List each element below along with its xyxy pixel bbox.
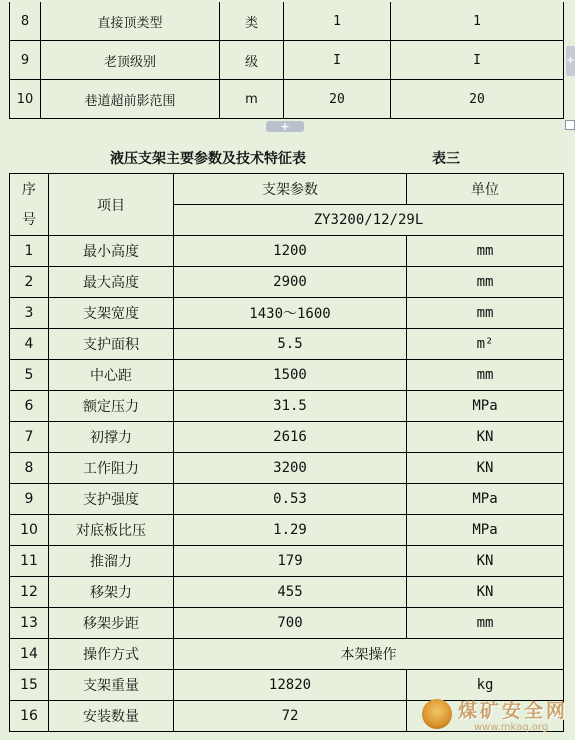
value-cell: 1200	[174, 236, 407, 267]
item-cell: 工作阻力	[49, 453, 174, 484]
item-cell: 巷道超前影范围	[41, 80, 220, 119]
unit-cell: KN	[407, 453, 564, 484]
table-row	[10, 329, 564, 360]
unit-cell: KN	[407, 577, 564, 608]
table-row	[10, 608, 564, 639]
unit-cell: KN	[407, 422, 564, 453]
table-row	[10, 422, 564, 453]
unit-cell: mm	[407, 236, 564, 267]
unit-cell: KN	[407, 546, 564, 577]
value-cell: 1430～1600	[174, 298, 407, 329]
row-number-cell: 13	[10, 608, 49, 639]
support-parameter-table	[9, 173, 564, 732]
seq-header-top: 序	[22, 181, 36, 198]
row-number-cell: 1	[10, 236, 49, 267]
item-cell: 额定压力	[49, 391, 174, 422]
value-cell: 455	[174, 577, 407, 608]
table-row	[10, 236, 564, 267]
value-cell: I	[284, 41, 391, 80]
add-row-button[interactable]: +	[266, 121, 304, 132]
row-number-cell: 9	[10, 41, 41, 80]
unit-cell: kg	[407, 670, 564, 701]
value-cell: 2616	[174, 422, 407, 453]
item-cell: 操作方式	[49, 639, 174, 670]
unit-cell: mm	[407, 608, 564, 639]
row-number-cell: 11	[10, 546, 49, 577]
add-column-button[interactable]: +	[566, 46, 575, 76]
item-cell: 最小高度	[49, 236, 174, 267]
site-watermark	[420, 694, 570, 738]
mountain-logo-icon	[422, 699, 452, 729]
unit-cell: m	[220, 80, 284, 119]
row-number-cell: 2	[10, 267, 49, 298]
unit-cell: MPa	[407, 515, 564, 546]
row-number-cell: 12	[10, 577, 49, 608]
table-row	[10, 515, 564, 546]
table-row	[10, 391, 564, 422]
item-cell: 移架力	[49, 577, 174, 608]
row-number-cell: 5	[10, 360, 49, 391]
top-parameter-table	[9, 2, 564, 119]
table-row	[10, 360, 564, 391]
row-number-cell: 3	[10, 298, 49, 329]
table-resize-handle[interactable]	[565, 120, 575, 130]
item-cell: 支护强度	[49, 484, 174, 515]
value-cell: 0.53	[174, 484, 407, 515]
value-cell: 3200	[174, 453, 407, 484]
table-row	[10, 453, 564, 484]
item-cell: 移架步距	[49, 608, 174, 639]
unit-cell: mm	[407, 360, 564, 391]
item-cell: 支架宽度	[49, 298, 174, 329]
value-cell: I	[391, 41, 564, 80]
value-cell: 1	[391, 2, 564, 41]
seq-header	[10, 174, 49, 236]
row-number-cell: 15	[10, 670, 49, 701]
unit-cell: mm	[407, 298, 564, 329]
table-row	[10, 298, 564, 329]
row-number-cell: 7	[10, 422, 49, 453]
table-row	[10, 41, 564, 80]
table-row	[10, 639, 564, 670]
value-cell: 179	[174, 546, 407, 577]
model-cell: ZY3200/12/29L	[174, 205, 564, 236]
value-cell: 12820	[174, 670, 407, 701]
watermark-url: www.mkaq.org	[474, 722, 549, 733]
unit-cell: mm	[407, 267, 564, 298]
watermark-text: 煤矿安全网	[458, 700, 569, 722]
value-cell: 1	[284, 2, 391, 41]
item-cell: 推溜力	[49, 546, 174, 577]
table-caption	[0, 148, 575, 170]
table-row	[10, 2, 564, 41]
unit-cell: 类	[220, 2, 284, 41]
unit-cell: MPa	[407, 484, 564, 515]
unit-cell: MPa	[407, 391, 564, 422]
unit-cell: m²	[407, 329, 564, 360]
row-number-cell: 6	[10, 391, 49, 422]
value-cell: 700	[174, 608, 407, 639]
unit-cell: 级	[220, 41, 284, 80]
value-cell: 1500	[174, 360, 407, 391]
row-number-cell: 14	[10, 639, 49, 670]
params-header: 支架参数	[174, 174, 407, 205]
item-cell: 对底板比压	[49, 515, 174, 546]
value-cell: 20	[284, 80, 391, 119]
table-row	[10, 546, 564, 577]
row-number-cell: 10	[10, 80, 41, 119]
item-cell: 老顶级别	[41, 41, 220, 80]
value-cell: 1.29	[174, 515, 407, 546]
row-number-cell: 10	[10, 515, 49, 546]
item-cell: 支护面积	[49, 329, 174, 360]
row-number-cell: 16	[10, 701, 49, 732]
table-number: 表三	[432, 151, 460, 167]
item-header: 项目	[49, 174, 174, 236]
value-cell: 72	[174, 701, 407, 732]
value-cell: 5.5	[174, 329, 407, 360]
value-cell: 本架操作	[174, 639, 564, 670]
table-row	[10, 484, 564, 515]
value-cell: 31.5	[174, 391, 407, 422]
value-cell: 2900	[174, 267, 407, 298]
table-row	[10, 267, 564, 298]
table-row	[10, 80, 564, 119]
value-cell: 20	[391, 80, 564, 119]
row-number-cell: 8	[10, 453, 49, 484]
table-header-row	[10, 174, 564, 205]
item-cell: 中心距	[49, 360, 174, 391]
row-number-cell: 8	[10, 2, 41, 41]
unit-header: 单位	[407, 174, 564, 205]
item-cell: 最大高度	[49, 267, 174, 298]
row-number-cell: 9	[10, 484, 49, 515]
item-cell: 初撑力	[49, 422, 174, 453]
row-number-cell: 4	[10, 329, 49, 360]
seq-header-bottom: 号	[22, 211, 36, 228]
table-title: 液压支架主要参数及技术特征表	[110, 151, 306, 167]
item-cell: 支架重量	[49, 670, 174, 701]
table-row	[10, 577, 564, 608]
item-cell: 直接顶类型	[41, 2, 220, 41]
item-cell: 安装数量	[49, 701, 174, 732]
